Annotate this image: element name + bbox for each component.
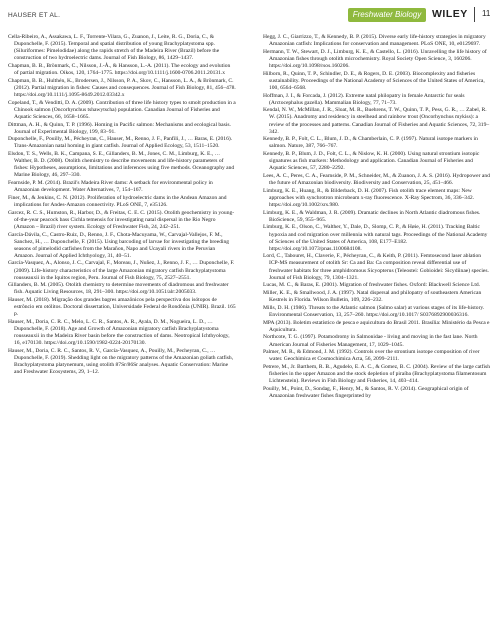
references-right-column bbox=[263, 34, 491, 401]
reference-entry: Hermann, T. W., Stewart, D. J., Limburg, K. E., & Castello, L. (2016). Unravelling the life history of Amazonian fishes through otolith microchemistry. Royal Society Open Science, 3, 160206. https://doi.org/10.1098/rsos.160206. bbox=[263, 48, 487, 69]
reference-entry: Limburg, K. E., Huang, R., & Bilderback, D. H. (2007). Fish otolith trace element maps: New approaches with synchrotron microbeam x-ray fluorescence. X-Ray Spectrom, 36, 336–342. https://doi.org/10.1002/xrs.980. bbox=[263, 187, 475, 208]
reference-entry: Elsdon, T. S., Wells, B. K., Campana, S. E., Gillanders, B. M., Jones, C. M., Limburg, K. E., … Walther, B. D. (2008). Otolith chemistry to describe movements and life-history parameters of fishes: Hypotheses, assumptions, limitations and inferences using five methods. Oceanography and Marine Biology, 46, 297–330. bbox=[8, 151, 235, 179]
reference-entry: García-Dávila, C., Castro-Ruiz, D., Renno, J. F., Chota-Macuyama, W., Carvajal-Vallejos, F. M., Sanchez, H., … Duponchelle, F. (2015). Using barcoding of larvae for investigating the breeding seasons of pimelodid catfishes from the Marañon, Napo and Ucayali rivers in the Peruvian Amazon. Journal of Applied Ichthyology, 31, 40–51. bbox=[8, 231, 230, 259]
reference-entry: Hegg, J. C., Giarrizzo, T., & Kennedy, B. P. (2015). Diverse early life-history strategies in migratory Amazonian catfish: Implications for conservation and management. PLoS ONE, 10, e0129697. bbox=[263, 34, 486, 48]
reference-entry: Hauser, M. (2018). Migração dos grandes bagres amazônicos pela perspectiva dos isótopos de estrôncio em otólitos. Doctoral dissertation, Universidade Federal de Rondônia (UNIR). Brazil. 165 p. bbox=[8, 297, 236, 318]
header-divider bbox=[474, 7, 475, 22]
reference-entry: Miller, K. E., & Smallwood, J. A. (1997). Natal dispersal and philopatry of southeastern American Kestrels in Florida. Wilson Bulletin, 109, 226–232. bbox=[263, 290, 482, 304]
reference-entry: Finer, M., & Jenkins, C. N. (2012). Proliferation of hydroelectric dams in the Andean Amazon and implications for Andes-Amazon connectivity. PLoS ONE, 7, e35126. bbox=[8, 194, 227, 208]
reference-entry: Limburg, K. E., Olson, C., Walther, Y., Dale, D., Slomp, C. P., & Høie, H. (2011). Tracking Baltic hypoxia and cod migration over millennia with natural tags. Proceedings of the National Academy of Sciences of the United States of America, 108, E177–E182. https://doi.org/10.1073/pnas.1100684108. bbox=[263, 224, 488, 252]
reference-entry: Chapman, B. B., Brönmark, C., Nilsson, J.-Å., & Hansson, L.-A. (2011). The ecology and evolution of partial migration. Oikos, 120, 1764–1775. https://doi.org/10.1111/j.1600-0706.2011.20131.x bbox=[8, 62, 231, 77]
reference-entry: Hoffman, J. I., & Forcada, J. (2012). Extreme natal philopatry in female Antarctic fur seals (Arctocephalus gazella). Mammalian Biology, 77, 71–73. bbox=[263, 92, 465, 106]
reference-entry: Kennedy, B. P., Folt, C. L., Blum, J. D., & Chamberlain, C. P. (1997). Natural isotope markers in salmon. Nature, 387, 766–767. bbox=[263, 136, 478, 150]
reference-entry: Garcez, R. C. S., Humston, R., Harbor, D., & Freitas, C. E. C. (2015). Otolith geochemistry in young-of-the-year peacock bass Cichla temensis for investigating natal dispersal in the Rio Negro (Amazon – Brazil) river system. Ecology of Freshwater Fish, 24, 242–251. bbox=[8, 209, 235, 230]
reference-entry: Dittman, A. H., & Quinn, T. P. (1996). Homing in Pacific salmon: Mechanisms and ecological basis. Journal of Experimental Biology, 199, 83–91. bbox=[8, 121, 231, 135]
reference-entry: Hauser, M., Doria, C. R. C., Santos, R. V., García-Vasquez, A., Pouilly, M., Pecheyran, C., … Duponchelle, F. (2019). Shedding light on the migratory patterns of the Amazonian goliath catfish, Brachyplatystoma platynemum, using otolith 87Sr/86Sr analyses. Aquatic Conservation: Marine and Freshwater Ecosystems, 29, 1–12. bbox=[8, 347, 234, 376]
reference-entry: Mills, D. H. (1986). Threats to the Atlantic salmon (Salmo salar) at various stages of its life-history. Environmental Conservation, 13, 257–260. https://doi.org/10.1017/ S0376892900036316. bbox=[263, 304, 485, 318]
reference-entry: Copeland, T., & Venditti, D. A. (2009). Contribution of three life history types to smolt production in a Chinook salmon (Oncorhynchus tshawytscha) population. Canadian Journal of Fisheries and Aquatic Sciences, 66, 1658–1665. bbox=[8, 99, 236, 120]
page-header bbox=[0, 0, 504, 30]
reference-entry: Pouilly, M., Point, D., Sondag, F., Henry, M., & Santos, R. V. (2014). Geographical origin of Amazonian freshwater fishes fingerprinted by bbox=[263, 385, 469, 399]
reference-entry: Hauser, M., Doria, C. R. C., Melo, L. C. R., Santos, A. R., Ayala, D. M., Nogueira, L. D., … Duponchelle, F. (2018). Age and Growth of Amazonian migratory catfish Brachyplatystoma rousseauxii in the Madeira River basin before the construction of dams. Neotropical Ichthyology, 16, e170130. https://doi.org/10.1590/1982-0224-20170130. bbox=[8, 319, 230, 347]
reference-entry: Duponchelle, F., Pouilly, M., Pécheyran, C., Hauser, M., Renno, J. F., Panfili, J., … Baras, E. (2016). Trans-Amazonian natal homing in giant catfish. Journal of Applied Ecology, 53, 1511–1520. bbox=[8, 136, 233, 150]
reference-entry: MPA (2013). Boletim estatístico de pesca e aquicultura do Brasil 2011. Brasília: Ministério da Pesca e Aquicultura. bbox=[263, 319, 490, 333]
reference-entry: Fearnside, P. M. (2014). Brazil's Madeira River dams: A setback for environmental policy in Amazonian development. Water Alternatives, 7, 154–167. bbox=[8, 180, 213, 194]
reference-entry: Palmer, M. R., & Edmond, J. M. (1992). Controls over the strontium isotope composition of river water. Geochimica et Cosmochimica Acta, 56, 2099–2111. bbox=[263, 349, 480, 363]
running-head: HAUSER ET AL. bbox=[8, 12, 61, 19]
reference-entry: Limburg, K. E., & Waldman, J. R. (2009). Dramatic declines in North Atlantic diadromous fishes. BioScience, 59, 955–965. bbox=[263, 209, 481, 223]
reference-entry: Lord, C., Tabouret, H., Claverie, F., Pécheyran, C., & Keith, P. (2011). Femtosecond laser ablation ICP-MS measurement of otolith Sr: Ca and Ba: Ca composition reveal differential use of freshwater habitats for three amphidromous Sicyopterus (Teleostei: Gobioidei: Sicydiinae) species. Journal of Fish Biology, 79, 1304–1321. bbox=[263, 253, 489, 281]
reference-entry: Kendal, N. W., McMillan, J. R., Sloat, M. R., Buehrens, T. W., Quinn, T. P., Pess, G. R., … Zabel, R. W. (2015). Anadromy and residency in steelhead and rainbow trout (Oncorhynchus mykiss): a review of the processes and patterns. Canadian Journal of Fisheries and Aquatic Sciences, 72, 319–342. bbox=[263, 107, 490, 135]
reference-entry: Hilborn, R., Quinn, T. P., Schindler, D. E., & Rogers, D. E. (2003). Biocomplexity and fisheries sustainability. Proceedings of the National Academy of Sciences of the United States of America, 100, 6564–6568. bbox=[263, 70, 485, 91]
publisher-logo: WILEY bbox=[432, 8, 468, 20]
reference-entry: Chapman, B. B., Hulthén, K., Brodersen, J., Nilsson, P. A., Skov, C., Hansson, L. A., & Brönmark, C. (2012). Partial migration in fishes: Causes and consequences. Journal of Fish Biology, 81, 456–478. https://doi.org/10.1111/j.1095-8649.2012.03342.x bbox=[8, 77, 236, 98]
journal-logo: Freshwater Biology bbox=[348, 8, 426, 22]
references-left-column bbox=[8, 34, 236, 377]
page-number: 11 bbox=[482, 9, 491, 18]
reference-entry: Gillanders, B. M. (2005). Otolith chemistry to determine movements of diadromous and freshwater fish. Aquatic Living Resources, 18, 291–300. https://doi.org/10.1051/alr:2005033. bbox=[8, 282, 229, 296]
reference-entry: Lees, A. C., Peres, C. A., Fearnside, P. M., Schneider, M., & Zuanon, J. A. S. (2016). Hydropower and the future of Amazonian biodiversity. Biodiversity and Conservation, 25, 451–466. bbox=[263, 172, 490, 187]
reference-entry: Cella-Ribeiro, A., Assakawa, L. F., Torrente-Vilara, G., Zuanon, J., Leite, R. G., Doria, C., & Duponchelle, F. (2015). Temporal and spatial distribution of young Brachyplatystoma spp. (Siluriformes: Pimelodidae) along the rapids stretch of the Madeira River (Brazil) before the construction of two hydroelectric dams. Journal of Fish Biology, 86, 1429–1437. bbox=[8, 34, 220, 62]
reference-entry: García-Vasquez, A., Alonso, J. C., Carvajal, F., Moreau, J., Nuñez, J., Renno, J. F., … Duponchelle, F. (2009). Life-history characteristics of the large Amazonian migratory catfish Brachyplatystoma rousseauxii in the Iquitos region, Peru. Journal of Fish Biology, 75, 2527–2551. bbox=[8, 260, 235, 281]
reference-entry: Northcote, T. G. (1997). Potamodromy in Salmonidae - living and moving in the fast lane. North American Journal of Fisheries Management, 17, 1029–1045. bbox=[263, 334, 478, 348]
reference-entry: Kennedy, B. P., Blum, J. D., Folt, C. L., & Nislow, K. H. (2000). Using natural strontium isotopic signatures as fish markers: Methodology and application. Canadian Journal of Fisheries and Aquatic Sciences, 57, 2280–2292. bbox=[263, 151, 480, 172]
reference-entry: Lucas, M. C., & Baras, E. (2001). Migration of freshwater fishes. Oxford: Blackwell Science Ltd. bbox=[263, 282, 481, 289]
reference-entry: Petrere, M., Jr. Barthem, R. B., Agudelo, E. A. C., & Gomez, B. C. (2004). Review of the large catfish fisheries in the upper Amazon and the stock depletion of piraíba (Brachyplatystoma filamentosum Lichtenstein). Reviews in Fish Biology and Fisheries, 14, 403–414. bbox=[263, 364, 490, 385]
